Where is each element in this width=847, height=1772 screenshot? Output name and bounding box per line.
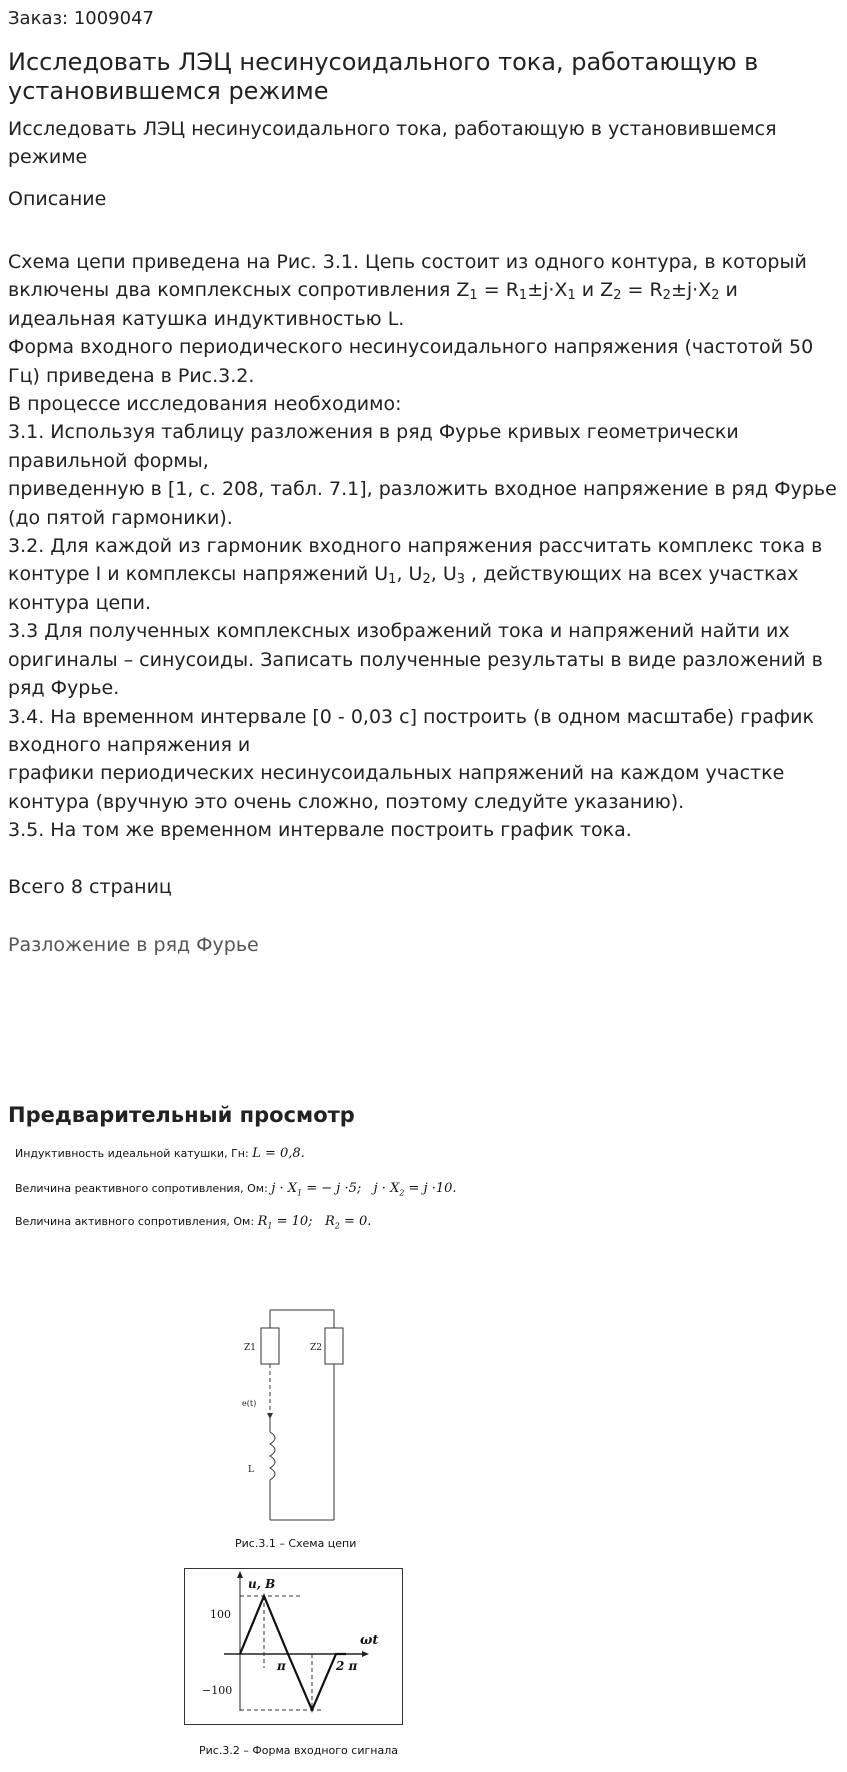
impedance-z1 [261,1328,279,1364]
subscript: 1 [567,288,576,304]
text-run: Схема цепи приведена на Рис. 3.1. Цепь состоит из одного контура, в который включены два комплексных сопротивления Z [8,251,807,302]
subscript: 2 [711,288,720,304]
subscript: 1 [518,288,528,304]
formula-run: j · X [271,1181,297,1196]
description-heading: Описание [8,188,107,210]
text-run: = R [621,279,663,302]
label-z2: Z2 [310,1343,322,1353]
description-text [8,248,846,845]
line-formula: L = 0,8. [252,1146,305,1161]
tick-label-minus-100: −100 [202,1684,233,1697]
circuit-diagram [230,1300,360,1530]
description-paragraph: приведенную в [1, с. 208, табл. 7.1], разложить входное напряжение в ряд Фурье (до пятой гармоники). [8,478,837,529]
formula-run: = j ·10. [404,1181,457,1196]
text-run: и идеальная катушка индуктивностью L. [8,279,738,330]
line-formula [271,1181,456,1196]
line-label: Величина активного сопротивления, Ом: [15,1215,255,1228]
waveform-figure [184,1568,404,1726]
description-paragraph: 3.5. На том же временном интервале построить график тока. [8,819,632,842]
page-title: Исследовать ЛЭЦ несинусоидального тока, работающую в установившемся режиме [8,48,759,105]
formula-run: = 0. [339,1214,372,1229]
description-paragraph: 3.3 Для полученных комплексных изображений тока и напряжений найти их оригиналы – синусоиды. Записать полученные результаты в виде разложений в ряд Фурье. [8,620,823,700]
page-subtitle: Исследовать ЛЭЦ несинусоидального тока, работающую в установившемся режиме [8,118,777,168]
subscript: 2 [662,288,671,304]
x-axis-label: ωt [360,1633,379,1648]
label-source: e(t) [242,1399,257,1408]
description-paragraph: В процессе исследования необходимо: [8,393,402,416]
formula-run: = 10; [272,1214,313,1229]
formula-run: R [324,1214,335,1229]
label-z1: Z1 [244,1343,256,1353]
coil-symbol [270,1432,275,1480]
source-arrow [267,1413,273,1419]
subscript: 3 [456,572,466,588]
subscript: 1 [469,288,478,304]
order-number: Заказ: 1009047 [8,8,154,29]
description-paragraph: графики периодических несинусоидальных напряжений на каждом участке контура (вручную это очень сложно, поэтому следуйте указанию). [8,762,785,813]
description-paragraph [8,532,846,617]
preview-line-inductance [15,1146,305,1161]
line-label: Индуктивность идеальной катушки, Гн: [15,1147,249,1160]
y-axis-label: u, B [248,1577,276,1591]
tick-label-100: 100 [210,1608,231,1621]
formula-run: j · X [373,1181,400,1196]
preview-heading: Предварительный просмотр [8,1103,355,1127]
text-run: = R [477,279,519,302]
subscript: 2 [613,288,622,304]
subscript: 1 [297,1188,303,1198]
fig2-caption: Рис.3.2 – Форма входного сигнала [199,1744,398,1757]
line-formula [258,1214,372,1229]
subscript: 2 [422,572,431,588]
formula-run: = − j ·5; [302,1181,362,1196]
text-run: , действующих на всех участках контура цепи. [8,563,799,614]
description-paragraph [8,248,846,333]
subscript: 1 [267,1221,273,1231]
fig1-caption: Рис.3.1 – Схема цепи [235,1537,357,1550]
preview-line-reactance [15,1181,457,1198]
label-coil: L [248,1465,254,1475]
description-paragraph: Форма входного периодического несинусоидального напряжения (частотой 50 Гц) приведена в Рис.3.2. [8,336,814,387]
tick-label-2pi: 2 π [336,1659,358,1673]
subscript: 2 [399,1188,405,1198]
subscript: 2 [334,1221,340,1231]
text-run: , U [430,563,457,586]
text-run: 3.2. Для каждой из гармоник входного напряжения рассчитать комплекс тока в контуре I и комплексы напряжений U [8,535,823,586]
formula-run: R [257,1214,268,1229]
impedance-z2 [325,1328,343,1364]
fourier-link[interactable]: Разложение в ряд Фурье [8,934,259,956]
text-run: и Z [575,279,614,302]
description-paragraph: 3.4. На временном интервале [0 - 0,03 с] построить (в одном масштабе) график входного напряжения и [8,705,814,756]
subscript: 1 [388,572,397,588]
text-run: , U [396,563,423,586]
tick-label-pi: π [277,1659,286,1673]
line-label: Величина реактивного сопротивления, Ом: [15,1182,268,1195]
text-run: ±j·X [527,279,568,302]
text-run: ±j·X [670,279,712,302]
description-paragraph: 3.1. Используя таблицу разложения в ряд Фурье кривых геометрически правильной формы, [8,421,739,472]
preview-line-resistance [15,1214,371,1231]
pages-total: Всего 8 страниц [8,876,172,898]
